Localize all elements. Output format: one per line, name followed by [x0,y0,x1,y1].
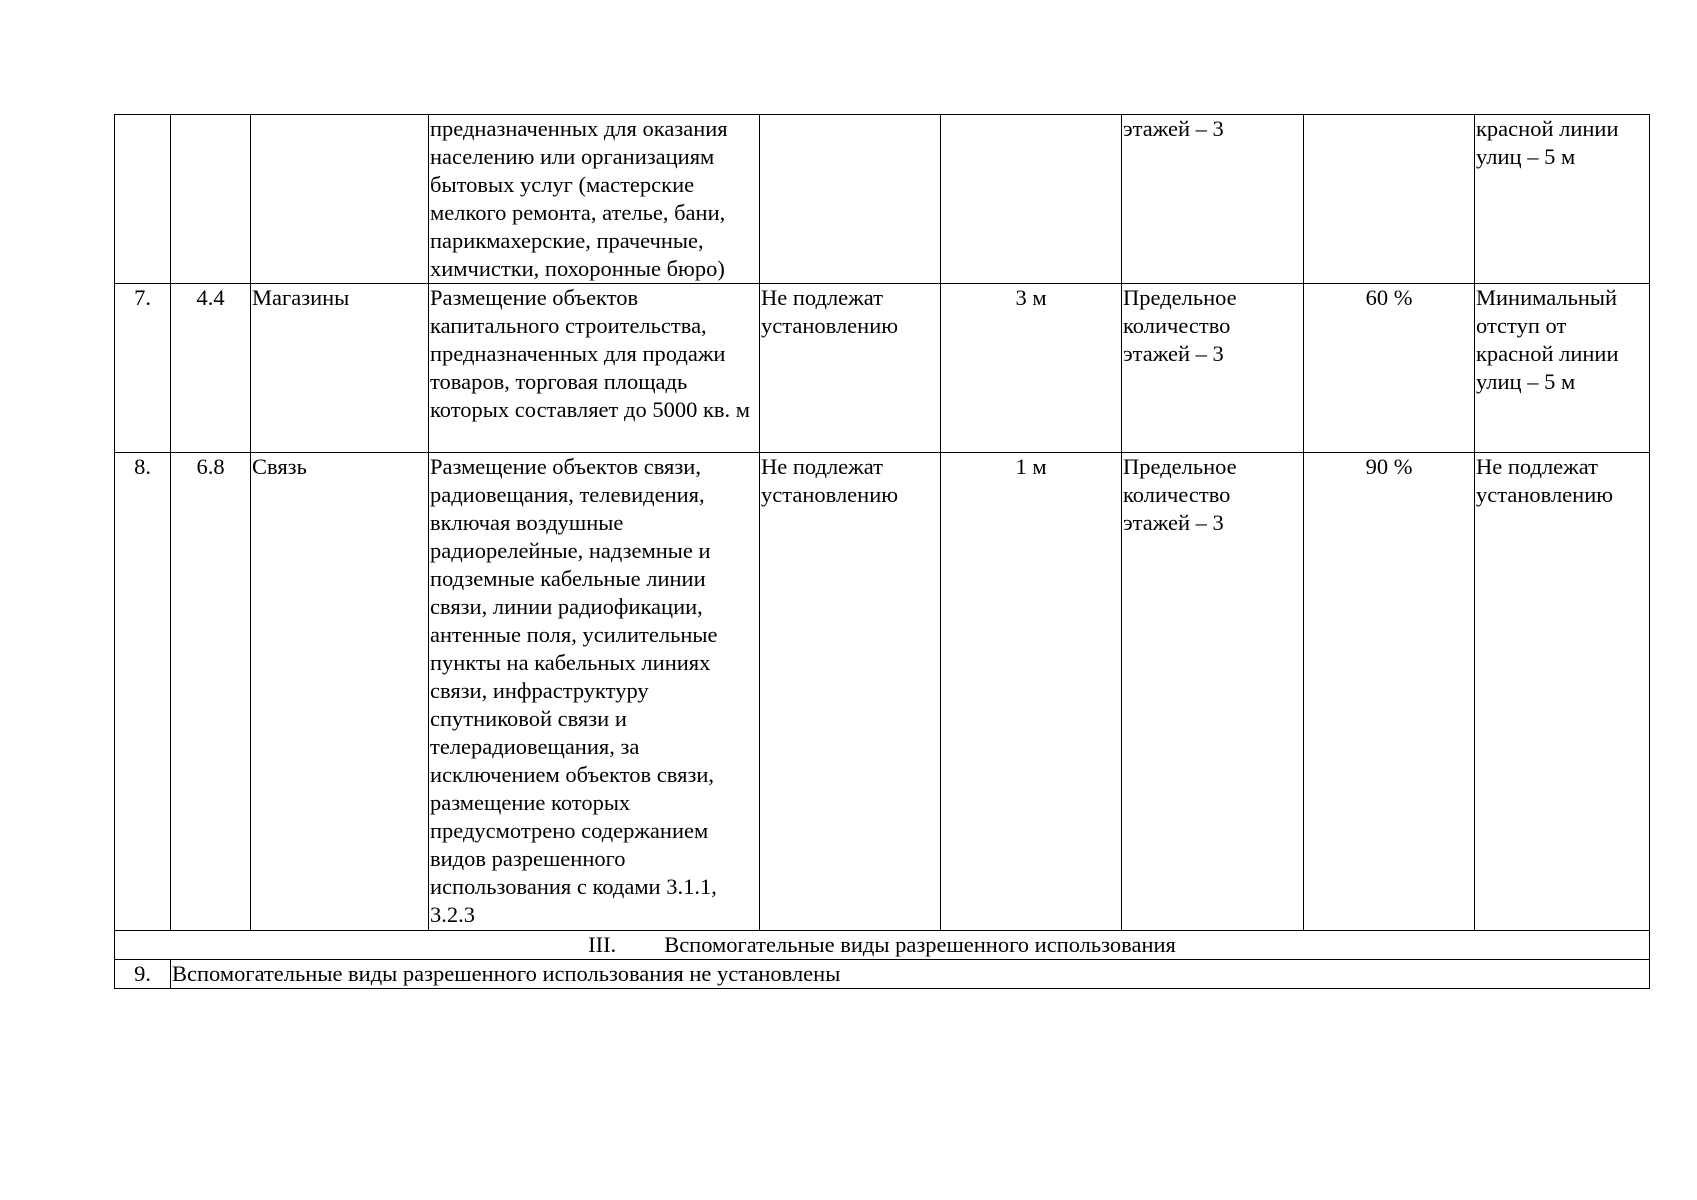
code-cell: 6.8 [171,453,251,931]
section-number: III. [588,932,617,957]
min-setback-cell [941,115,1122,284]
coverage-cell [1304,115,1475,284]
min-setback-cell: 1 м [941,453,1122,931]
section-title: Вспомогательные виды разрешенного использования [664,932,1176,957]
table-row [115,284,1650,453]
description-cell: Размещение объектов связи, радиовещания, телевидения, включая воздушные радиорелейные, надземные и подземные кабельные линии связи, линии радиофикации, антенные поля, усилительные пункты на кабельных линиях связи, инфраструктуру спутниковой связи и телерадиовещания, за исключением объектов связи, размещение которых предусмотрено содержанием видов разрешенного использования с кодами 3.1.1, 3.2.3 [429,453,760,931]
code-cell: 4.4 [171,284,251,453]
table-row [115,960,1650,989]
plot-size-cell [760,115,941,284]
section-header-cell [115,931,1650,960]
coverage-cell: 90 % [1304,453,1475,931]
description-cell: Размещение объектов капитального строительства, предназначенных для продажи товаров, торговая площадь которых составляет до 5000 кв. м [429,284,760,453]
code-cell [171,115,251,284]
table-row [115,453,1650,931]
plot-size-cell: Не подлежат установлению [760,284,941,453]
row-number-cell: 9. [115,960,171,989]
name-cell: Магазины [251,284,429,453]
other-cell: красной линии улиц – 5 м [1475,115,1650,284]
plot-size-cell: Не подлежат установлению [760,453,941,931]
floors-cell: Предельное количество этажей – 3 [1122,284,1304,453]
permitted-use-table [114,114,1650,989]
name-cell [251,115,429,284]
row-number-cell: 7. [115,284,171,453]
auxiliary-uses-cell: Вспомогательные виды разрешенного использования не установлены [171,960,1650,989]
row-number-cell [115,115,171,284]
min-setback-cell: 3 м [941,284,1122,453]
section-header-row [115,931,1650,960]
table-row [115,115,1650,284]
other-cell: Не подлежат установлению [1475,453,1650,931]
other-cell: Минимальный отступ от красной линии улиц – 5 м [1475,284,1650,453]
description-cell: предназначенных для оказания населению или организациям бытовых услуг (мастерские мелкого ремонта, ателье, бани, парикмахерские, прачечные, химчистки, похоронные бюро) [429,115,760,284]
coverage-cell: 60 % [1304,284,1475,453]
name-cell: Связь [251,453,429,931]
floors-cell: этажей – 3 [1122,115,1304,284]
row-number-cell: 8. [115,453,171,931]
floors-cell: Предельное количество этажей – 3 [1122,453,1304,931]
